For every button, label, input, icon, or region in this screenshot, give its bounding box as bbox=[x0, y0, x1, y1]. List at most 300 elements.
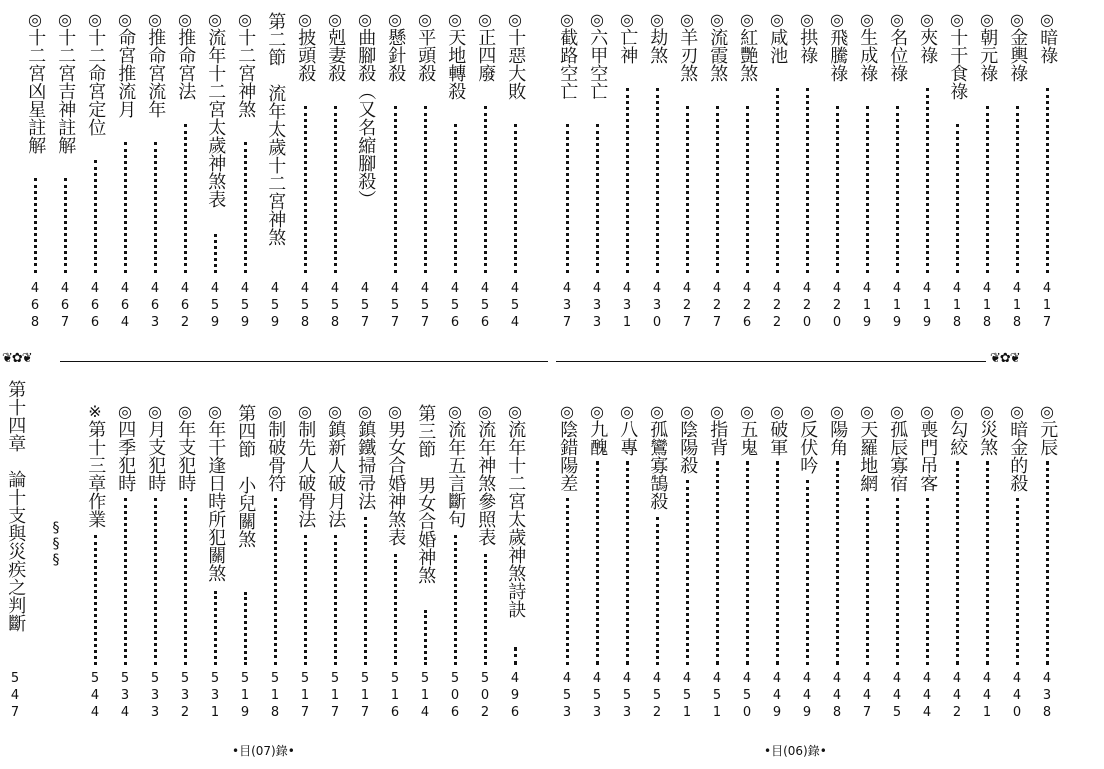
page-digit: 5 bbox=[480, 671, 490, 686]
toc-column bbox=[946, 12, 968, 100]
page-digit: 1 bbox=[892, 298, 902, 313]
circle-bullet-icon: ◎ bbox=[508, 10, 522, 29]
toc-column bbox=[234, 12, 256, 118]
page-digit: 4 bbox=[982, 281, 992, 296]
page-digit: 1 bbox=[952, 298, 962, 313]
page-digit: 7 bbox=[862, 705, 872, 720]
page-digit: 4 bbox=[1042, 281, 1052, 296]
page-digit: 2 bbox=[742, 298, 752, 313]
page-digit: 5 bbox=[300, 298, 310, 313]
page-digit: 3 bbox=[562, 705, 572, 720]
toc-column bbox=[474, 12, 496, 82]
page-digit: 4 bbox=[622, 281, 632, 296]
toc-column bbox=[84, 12, 106, 136]
dot-leader bbox=[776, 88, 779, 273]
dot-leader bbox=[184, 124, 187, 273]
page-digit: 1 bbox=[270, 688, 280, 703]
toc-title: 陽角 bbox=[827, 420, 849, 456]
toc-title: 喪門吊客 bbox=[917, 420, 939, 492]
toc-title: 朝元祿 bbox=[977, 28, 999, 82]
toc-title: 孤鸞寡鵠殺 bbox=[647, 420, 669, 510]
page-number bbox=[444, 280, 466, 331]
toc-title: 制先人破骨法 bbox=[295, 420, 317, 528]
toc-column bbox=[324, 12, 346, 82]
page-digit: 7 bbox=[712, 315, 722, 330]
page-digit: 9 bbox=[240, 315, 250, 330]
toc-title: 第十三章作業 bbox=[85, 420, 107, 528]
page-digit: 9 bbox=[922, 315, 932, 330]
page-digit: 4 bbox=[832, 688, 842, 703]
page-digit: 1 bbox=[682, 705, 692, 720]
page-digit: 0 bbox=[832, 315, 842, 330]
page-digit: 6 bbox=[30, 298, 40, 313]
toc-title: 亡神 bbox=[617, 28, 639, 64]
toc-title: 鎮新人破月法 bbox=[325, 420, 347, 528]
toc-title: 反伏吟 bbox=[797, 420, 819, 474]
page-number bbox=[444, 670, 466, 721]
page-digit: 3 bbox=[622, 705, 632, 720]
page-digit: 4 bbox=[952, 688, 962, 703]
toc-title: 流霞煞 bbox=[707, 28, 729, 82]
circle-bullet-icon: ◎ bbox=[1010, 402, 1024, 421]
toc-title: 命宮推流月 bbox=[115, 28, 137, 118]
page-digit: 8 bbox=[270, 705, 280, 720]
page-digit: 1 bbox=[210, 705, 220, 720]
dot-leader bbox=[484, 106, 487, 273]
page-digit: 4 bbox=[802, 671, 812, 686]
toc-title: 十干食祿 bbox=[947, 28, 969, 100]
toc-title: 破軍 bbox=[767, 420, 789, 456]
circle-bullet-icon: ◎ bbox=[560, 402, 574, 421]
page-digit: 6 bbox=[450, 705, 460, 720]
circle-bullet-icon: ◎ bbox=[298, 10, 312, 29]
page-digit: 5 bbox=[360, 671, 370, 686]
page-digit: 4 bbox=[892, 281, 902, 296]
toc-title: 四季犯時 bbox=[115, 420, 137, 492]
circle-bullet-icon: ◎ bbox=[920, 402, 934, 421]
dot-leader bbox=[394, 106, 397, 273]
page-number bbox=[174, 670, 196, 721]
dot-leader bbox=[926, 88, 929, 273]
dot-leader bbox=[484, 554, 487, 665]
dot-leader bbox=[566, 124, 569, 273]
toc-section-heading bbox=[264, 12, 286, 246]
toc-column bbox=[796, 12, 818, 64]
toc-column bbox=[796, 404, 818, 474]
dot-leader bbox=[394, 554, 397, 665]
toc-title: 劫煞 bbox=[647, 28, 669, 64]
page-digit: 5 bbox=[390, 671, 400, 686]
page-digit: 4 bbox=[562, 671, 572, 686]
dot-leader bbox=[454, 535, 457, 665]
toc-title: 正四廢 bbox=[475, 28, 497, 82]
toc-column bbox=[826, 404, 848, 456]
page-number bbox=[826, 280, 848, 331]
page-digit: 4 bbox=[862, 688, 872, 703]
page-number bbox=[676, 670, 698, 721]
page-number bbox=[354, 670, 376, 721]
page-digit: 5 bbox=[420, 671, 430, 686]
toc-column bbox=[174, 12, 196, 100]
dot-leader bbox=[656, 88, 659, 273]
page-digit: 4 bbox=[952, 281, 962, 296]
toc-column bbox=[736, 12, 758, 82]
page-digit: 1 bbox=[360, 688, 370, 703]
toc-column bbox=[916, 12, 938, 64]
page-digit: 6 bbox=[742, 315, 752, 330]
page-number bbox=[264, 670, 286, 721]
page-digit: 8 bbox=[330, 315, 340, 330]
toc-column bbox=[294, 404, 316, 528]
toc-column bbox=[24, 12, 46, 154]
circle-bullet-icon: ◎ bbox=[770, 10, 784, 29]
page-digit: 6 bbox=[480, 315, 490, 330]
toc-column bbox=[474, 404, 496, 546]
page-number bbox=[766, 280, 788, 331]
page-digit: 4 bbox=[120, 315, 130, 330]
circle-bullet-icon: ◎ bbox=[800, 10, 814, 29]
toc-column bbox=[646, 404, 668, 510]
page-number bbox=[384, 280, 406, 331]
page-digit: 4 bbox=[592, 281, 602, 296]
page-digit: 6 bbox=[510, 705, 520, 720]
page-number bbox=[414, 670, 436, 721]
page-digit: 7 bbox=[682, 315, 692, 330]
page-number bbox=[414, 280, 436, 331]
page-number bbox=[54, 280, 76, 331]
page-digit: 3 bbox=[120, 688, 130, 703]
page-digit: 3 bbox=[592, 298, 602, 313]
toc-title: 剋妻殺 bbox=[325, 28, 347, 82]
page-digit: 4 bbox=[420, 705, 430, 720]
toc-column bbox=[84, 404, 106, 528]
circle-bullet-icon: ◎ bbox=[478, 402, 492, 421]
page-digit: 4 bbox=[712, 281, 722, 296]
page-number bbox=[586, 670, 608, 721]
page-digit: 4 bbox=[510, 671, 520, 686]
toc-column bbox=[706, 404, 728, 456]
page-digit: 3 bbox=[1042, 688, 1052, 703]
circle-bullet-icon: ◎ bbox=[328, 402, 342, 421]
toc-title: 拱祿 bbox=[797, 28, 819, 64]
circle-bullet-icon: ◎ bbox=[418, 10, 432, 29]
page-digit: 1 bbox=[712, 705, 722, 720]
toc-column bbox=[646, 12, 668, 64]
page-digit: 6 bbox=[120, 298, 130, 313]
dot-leader bbox=[956, 124, 959, 273]
dot-leader bbox=[424, 610, 427, 665]
page-digit: 5 bbox=[180, 671, 190, 686]
page-number bbox=[294, 670, 316, 721]
page-digit: 4 bbox=[90, 688, 100, 703]
page-number bbox=[766, 670, 788, 721]
page-digit: 4 bbox=[120, 705, 130, 720]
circle-bullet-icon: ◎ bbox=[830, 402, 844, 421]
toc-column bbox=[556, 404, 578, 492]
dot-leader bbox=[184, 498, 187, 665]
page-digit: 4 bbox=[772, 281, 782, 296]
page-digit: 9 bbox=[802, 705, 812, 720]
toc-title: 披頭殺 bbox=[295, 28, 317, 82]
page-digit: 3 bbox=[150, 688, 160, 703]
page-digit: 4 bbox=[390, 281, 400, 296]
dot-leader bbox=[244, 592, 247, 665]
circle-bullet-icon: ◎ bbox=[478, 10, 492, 29]
dot-leader bbox=[896, 498, 899, 665]
page-number bbox=[976, 280, 998, 331]
page-number bbox=[676, 280, 698, 331]
dot-leader bbox=[746, 106, 749, 273]
dot-leader bbox=[1046, 88, 1049, 273]
toc-title: 元辰 bbox=[1037, 420, 1059, 456]
page-digit: 5 bbox=[10, 671, 20, 686]
toc-column bbox=[736, 404, 758, 456]
circle-bullet-icon: ◎ bbox=[680, 402, 694, 421]
page-digit: 1 bbox=[862, 298, 872, 313]
toc-section-heading bbox=[234, 404, 256, 548]
dot-leader bbox=[214, 234, 217, 273]
page-number bbox=[384, 670, 406, 721]
toc-column bbox=[766, 12, 788, 64]
page-number bbox=[24, 280, 46, 331]
toc-column bbox=[1006, 12, 1028, 82]
page-digit: 5 bbox=[90, 671, 100, 686]
circle-bullet-icon: ◎ bbox=[650, 10, 664, 29]
circle-bullet-icon: ◎ bbox=[980, 10, 994, 29]
page-digit: 5 bbox=[682, 688, 692, 703]
circle-bullet-icon: ◎ bbox=[148, 10, 162, 29]
page-digit: 4 bbox=[922, 705, 932, 720]
page-digit: 5 bbox=[592, 688, 602, 703]
toc-column bbox=[976, 404, 998, 456]
toc-column bbox=[676, 12, 698, 82]
toc-column bbox=[324, 404, 346, 528]
page-digit: 8 bbox=[982, 315, 992, 330]
circle-bullet-icon: ◎ bbox=[1040, 10, 1054, 29]
page-number bbox=[706, 670, 728, 721]
page-number bbox=[84, 670, 106, 721]
dot-leader bbox=[304, 106, 307, 273]
toc-title: 勾絞 bbox=[947, 420, 969, 456]
page-number bbox=[204, 670, 226, 721]
page-digit: 1 bbox=[330, 688, 340, 703]
dot-leader bbox=[836, 106, 839, 273]
page-number bbox=[616, 280, 638, 331]
toc-title: 金輿祿 bbox=[1007, 28, 1029, 82]
circle-bullet-icon: ◎ bbox=[208, 10, 222, 29]
dot-leader bbox=[566, 498, 569, 665]
circle-bullet-icon: ◎ bbox=[620, 402, 634, 421]
page-digit: 3 bbox=[562, 298, 572, 313]
page-digit: 2 bbox=[832, 298, 842, 313]
toc-title: 第三節 男女合婚神煞 bbox=[415, 404, 437, 584]
page-number bbox=[324, 670, 346, 721]
toc-title: 第十四章 論十支與災疾之判斷 bbox=[5, 380, 27, 632]
toc-column bbox=[856, 12, 878, 82]
page-digit: 4 bbox=[652, 671, 662, 686]
page-digit: 3 bbox=[592, 705, 602, 720]
page-number bbox=[474, 670, 496, 721]
page-digit: 5 bbox=[510, 298, 520, 313]
page-digit: 4 bbox=[120, 281, 130, 296]
page-digit: 5 bbox=[360, 298, 370, 313]
dot-leader bbox=[626, 88, 629, 273]
page-number bbox=[174, 280, 196, 331]
circle-bullet-icon: ◎ bbox=[448, 402, 462, 421]
toc-column bbox=[616, 404, 638, 456]
dot-leader bbox=[34, 178, 37, 273]
page-digit: 5 bbox=[390, 298, 400, 313]
circle-bullet-icon: ◎ bbox=[388, 402, 402, 421]
dot-leader bbox=[776, 461, 779, 665]
circle-bullet-icon: ◎ bbox=[650, 402, 664, 421]
circle-bullet-icon: ◎ bbox=[800, 402, 814, 421]
page-digit: 9 bbox=[772, 705, 782, 720]
circle-bullet-icon: ◎ bbox=[178, 402, 192, 421]
page-digit: 7 bbox=[360, 705, 370, 720]
page-digit: 4 bbox=[30, 281, 40, 296]
page-digit: 4 bbox=[60, 281, 70, 296]
circle-bullet-icon: ◎ bbox=[88, 10, 102, 29]
toc-title: 十二宮凶星註解 bbox=[25, 28, 47, 154]
page-digit: 2 bbox=[802, 298, 812, 313]
page-digit: 8 bbox=[30, 315, 40, 330]
dot-leader bbox=[596, 124, 599, 273]
page-digit: 3 bbox=[210, 688, 220, 703]
circle-bullet-icon: ◎ bbox=[238, 10, 252, 29]
circle-bullet-icon: ◎ bbox=[208, 402, 222, 421]
page-digit: 1 bbox=[240, 688, 250, 703]
page-digit: 9 bbox=[210, 315, 220, 330]
toc-column bbox=[856, 404, 878, 492]
toc-column bbox=[504, 404, 526, 618]
page-number bbox=[856, 670, 878, 721]
toc-title: 推命宮流年 bbox=[145, 28, 167, 118]
page-digit: 7 bbox=[420, 315, 430, 330]
page-number bbox=[646, 280, 668, 331]
page-number bbox=[706, 280, 728, 331]
page-number bbox=[946, 670, 968, 721]
circle-bullet-icon: ◎ bbox=[118, 10, 132, 29]
page-number bbox=[114, 280, 136, 331]
dot-leader bbox=[1016, 498, 1019, 665]
page-digit: 4 bbox=[210, 281, 220, 296]
dot-leader bbox=[424, 106, 427, 273]
page-number bbox=[234, 670, 256, 721]
toc-title: 天地轉殺 bbox=[445, 28, 467, 100]
page-digit: 4 bbox=[832, 281, 842, 296]
toc-section-heading bbox=[414, 404, 436, 584]
page-digit: 0 bbox=[802, 315, 812, 330]
circle-bullet-icon: ◎ bbox=[388, 10, 402, 29]
divider-line bbox=[60, 361, 548, 362]
page-digit: 0 bbox=[450, 688, 460, 703]
toc-column bbox=[976, 12, 998, 82]
page-digit: 4 bbox=[1042, 671, 1052, 686]
page-number bbox=[736, 280, 758, 331]
page-digit: 5 bbox=[300, 671, 310, 686]
toc-title: 平頭殺 bbox=[415, 28, 437, 82]
page-digit: 5 bbox=[210, 671, 220, 686]
page-digit: 1 bbox=[300, 688, 310, 703]
page-digit: 2 bbox=[682, 298, 692, 313]
dot-leader bbox=[956, 461, 959, 665]
page-number bbox=[114, 670, 136, 721]
page-number bbox=[886, 280, 908, 331]
toc-title: 第二節 流年太歲十二宮神煞 bbox=[265, 12, 287, 246]
page-digit: 5 bbox=[562, 688, 572, 703]
page-digit: 4 bbox=[652, 281, 662, 296]
page-number bbox=[976, 670, 998, 721]
footer-right: •目(06)錄• bbox=[764, 744, 827, 758]
toc-title: 名位祿 bbox=[887, 28, 909, 82]
page-digit: 5 bbox=[270, 671, 280, 686]
dot-leader bbox=[716, 106, 719, 273]
toc-column bbox=[384, 12, 406, 82]
toc-title: 羊刃煞 bbox=[677, 28, 699, 82]
page-digit: 9 bbox=[892, 315, 902, 330]
page-digit: 2 bbox=[772, 315, 782, 330]
circle-bullet-icon: ◎ bbox=[178, 10, 192, 29]
page-digit: 3 bbox=[150, 315, 160, 330]
toc-column bbox=[444, 12, 466, 100]
page-digit: 5 bbox=[450, 671, 460, 686]
toc-title: 六甲空亡 bbox=[587, 28, 609, 100]
page-digit: 4 bbox=[832, 671, 842, 686]
toc-title: 暗金的殺 bbox=[1007, 420, 1029, 492]
dot-leader bbox=[334, 535, 337, 665]
toc-title: 十二宮吉神註解 bbox=[55, 28, 77, 154]
page-number bbox=[234, 280, 256, 331]
page-digit: 7 bbox=[10, 705, 20, 720]
circle-bullet-icon: ◎ bbox=[1010, 10, 1024, 29]
toc-column bbox=[504, 12, 526, 100]
page-digit: 4 bbox=[742, 281, 752, 296]
page-digit: 4 bbox=[622, 671, 632, 686]
page-digit: 0 bbox=[480, 688, 490, 703]
toc-title: 推命宮法 bbox=[175, 28, 197, 100]
page-digit: 1 bbox=[1012, 298, 1022, 313]
toc-title: 指背 bbox=[707, 420, 729, 456]
dot-leader bbox=[334, 106, 337, 273]
page-number bbox=[556, 670, 578, 721]
page-digit: 4 bbox=[862, 281, 872, 296]
circle-bullet-icon: ◎ bbox=[28, 10, 42, 29]
page-digit: 4 bbox=[480, 281, 490, 296]
circle-bullet-icon: ◎ bbox=[118, 402, 132, 421]
toc-title: 暗祿 bbox=[1037, 28, 1059, 64]
toc-title: 夾祿 bbox=[917, 28, 939, 64]
page-digit: 4 bbox=[510, 281, 520, 296]
toc-title: 陰陽殺 bbox=[677, 420, 699, 474]
page-number bbox=[264, 280, 286, 331]
page-digit: 4 bbox=[270, 281, 280, 296]
dot-leader bbox=[514, 647, 517, 665]
page-digit: 5 bbox=[330, 671, 340, 686]
page-digit: 5 bbox=[652, 688, 662, 703]
section-mark: §§§ bbox=[48, 520, 64, 568]
page-number bbox=[474, 280, 496, 331]
circle-bullet-icon: ◎ bbox=[58, 10, 72, 29]
page-digit: 4 bbox=[922, 688, 932, 703]
page-number bbox=[324, 280, 346, 331]
circle-bullet-icon: ◎ bbox=[770, 402, 784, 421]
dot-leader bbox=[514, 124, 517, 273]
page-digit: 5 bbox=[330, 298, 340, 313]
page-digit: 4 bbox=[510, 315, 520, 330]
circle-bullet-icon: ◎ bbox=[890, 10, 904, 29]
page-digit: 1 bbox=[922, 298, 932, 313]
